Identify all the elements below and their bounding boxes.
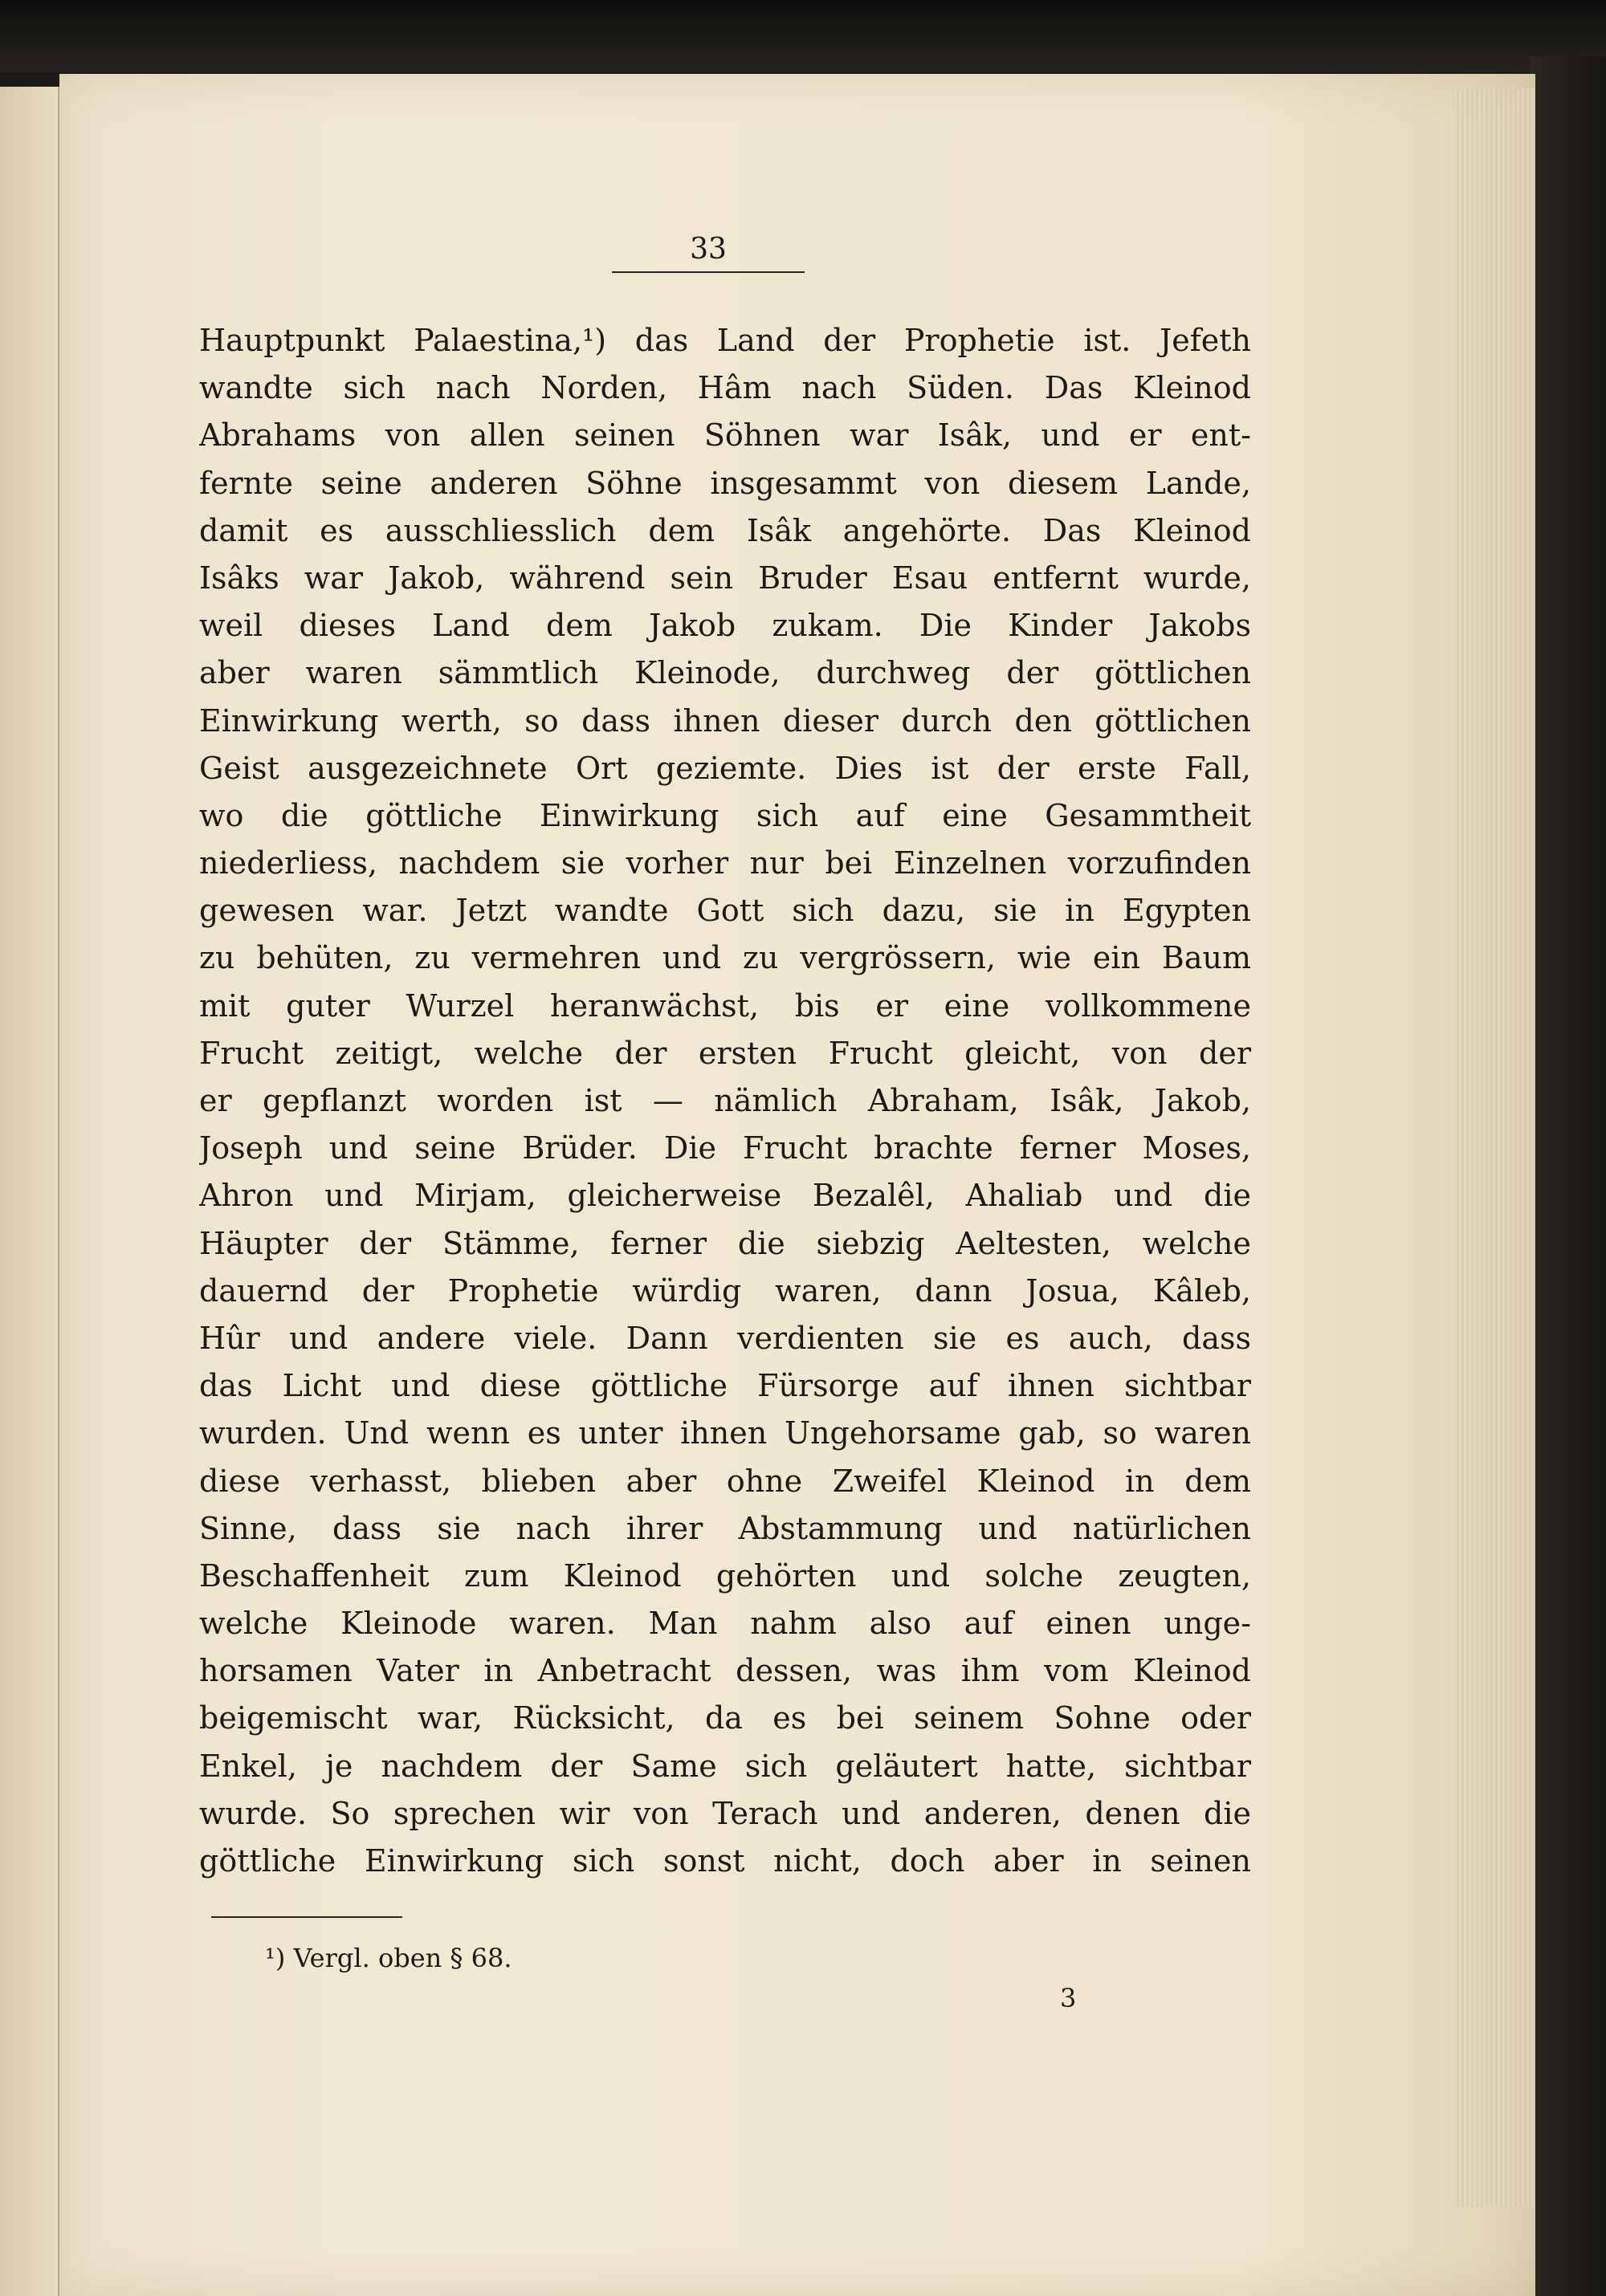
footnote <box>265 1943 512 1973</box>
text-line: Häupter der Stämme, ferner die siebzig Aeltesten, welche <box>199 1225 1251 1261</box>
text-line: zu behüten, zu vermehren und zu vergrössern, wie ein Baum <box>199 940 1251 976</box>
text-line: Isâks war Jakob, während sein Bruder Esau entfernt wurde, <box>199 560 1251 596</box>
text-line: er gepflanzt worden ist — nämlich Abraham, Isâk, Jakob, <box>199 1083 1251 1118</box>
text-line: horsamen Vater in Anbetracht dessen, was ihm vom Kleinod <box>199 1653 1251 1689</box>
body-text <box>199 317 1251 1885</box>
text-line: welche Kleinode waren. Man nahm also auf einen unge- <box>199 1606 1251 1642</box>
text-line: aber waren sämmtlich Kleinode, durchweg der göttlichen <box>199 655 1251 691</box>
text-line: Beschaffenheit zum Kleinod gehörten und solche zeugten, <box>199 1557 1251 1594</box>
text-line: Joseph und seine Brüder. Die Frucht brachte ferner Moses, <box>199 1130 1251 1166</box>
text-line: dauernd der Prophetie würdig waren, dann Josua, Kâleb, <box>199 1272 1251 1309</box>
footnote-rule <box>211 1916 402 1918</box>
text-line: Frucht zeitigt, welche der ersten Frucht gleicht, von der <box>199 1035 1251 1071</box>
text-line: wo die göttliche Einwirkung sich auf eine Gesammtheit <box>199 797 1251 833</box>
text-line: niederliess, nachdem sie vorher nur bei Einzelnen vorzufinden <box>199 845 1251 881</box>
text-line: göttliche Einwirkung sich sonst nicht, doch aber in seinen <box>199 1843 1251 1879</box>
text-line: Einwirkung werth, so dass ihnen dieser durch den göttlichen <box>199 702 1251 739</box>
footnote-marker: ¹) <box>265 1943 286 1973</box>
text-line: damit es ausschliesslich dem Isâk angehörte. Das Kleinod <box>199 512 1251 548</box>
text-line: beigemischt war, Rücksicht, da es bei seinem Sohne oder <box>199 1700 1251 1736</box>
facing-page-edge <box>0 87 59 2296</box>
text-line: gewesen war. Jetzt wandte Gott sich dazu, sie in Egypten <box>199 893 1251 929</box>
book-cover-top <box>0 0 1606 72</box>
text-line: mit guter Wurzel heranwächst, bis er eine vollkommene <box>199 987 1251 1024</box>
header-rule <box>612 271 805 273</box>
text-line: diese verhasst, blieben aber ohne Zweifel Kleinod in dem <box>199 1463 1251 1499</box>
text-line: Ahron und Mirjam, gleicherweise Bezalêl, Ahaliab und die <box>199 1178 1251 1214</box>
text-line: weil dieses Land dem Jakob zukam. Die Kinder Jakobs <box>199 608 1251 644</box>
text-line: Sinne, dass sie nach ihrer Abstammung und natürlichen <box>199 1510 1251 1546</box>
text-line: Hûr und andere viele. Dann verdienten sie es auch, dass <box>199 1320 1251 1356</box>
page-stack-edge <box>1453 88 1535 2208</box>
text-line: wurden. Und wenn es unter ihnen Ungehorsame gab, so waren <box>199 1415 1251 1451</box>
signature-mark: 3 <box>1060 1983 1077 2013</box>
book-cover-right <box>1530 56 1606 2296</box>
text-line: Enkel, je nachdem der Same sich geläutert hatte, sichtbar <box>199 1748 1251 1784</box>
text-line: wurde. So sprechen wir von Terach und anderen, denen die <box>199 1795 1251 1831</box>
text-line: Abrahams von allen seinen Söhnen war Isâk, und er ent- <box>199 417 1251 454</box>
text-line: das Licht und diese göttliche Fürsorge auf ihnen sichtbar <box>199 1368 1251 1404</box>
text-line: Geist ausgezeichnete Ort geziemte. Dies ist der erste Fall, <box>199 750 1251 786</box>
text-line: wandte sich nach Norden, Hâm nach Süden. Das Kleinod <box>199 370 1251 406</box>
text-line: Hauptpunkt Palaestina,¹) das Land der Prophetie ist. Jefeth <box>199 323 1251 358</box>
text-line: fernte seine anderen Söhne insgesammt von diesem Lande, <box>199 465 1251 501</box>
footnote-text: Vergl. oben § 68. <box>293 1943 512 1973</box>
page-number: 33 <box>690 233 727 266</box>
